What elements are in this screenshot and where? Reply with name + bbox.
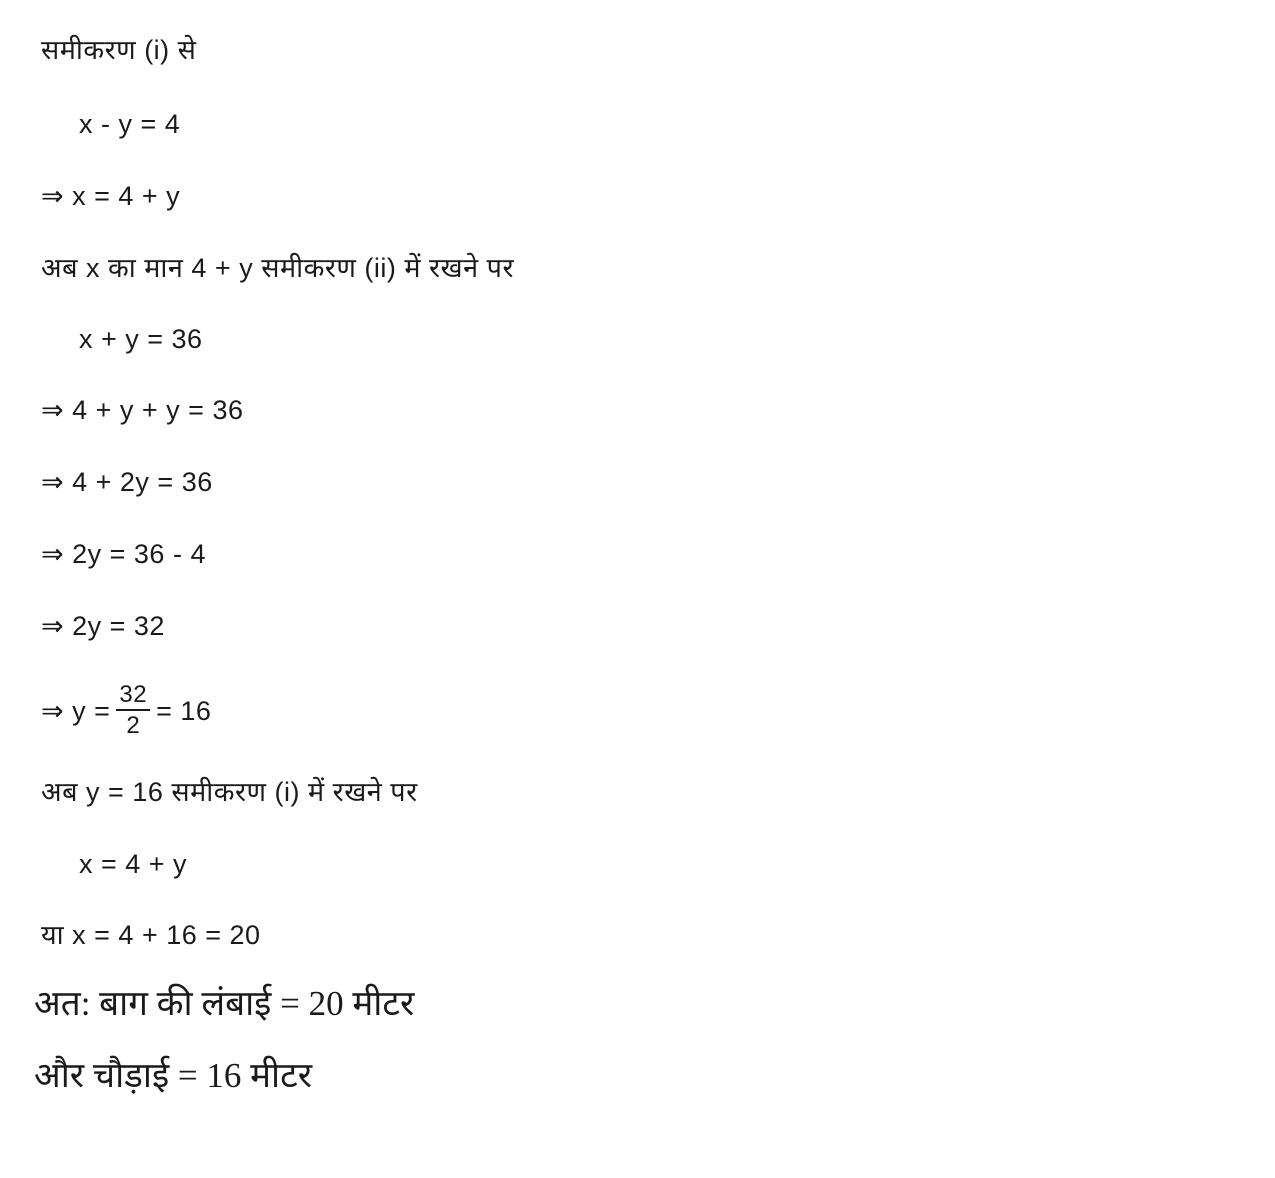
equation-step-4-plus-2y: ⇒ 4 + 2y = 36 <box>41 467 213 497</box>
equation-step-2y-32: ⇒ 2y = 32 <box>41 611 165 641</box>
equation-y-fraction <box>41 681 211 741</box>
equation-x-plus-y: x + y = 36 <box>79 324 203 354</box>
equation-x-equals-20: या x = 4 + 16 = 20 <box>41 920 261 950</box>
equation-step-substituted: ⇒ 4 + y + y = 36 <box>41 395 244 425</box>
substitution-note-ii: अब x का मान 4 + y समीकरण (ii) में रखने पर <box>41 253 515 283</box>
equation-x-equals-4-plus-y: ⇒ x = 4 + y <box>41 181 181 211</box>
equation-x-equals-4-plus-y-repeat: x = 4 + y <box>79 849 188 879</box>
fraction-suffix: = 16 <box>156 696 212 726</box>
equation-step-2y-36-minus-4: ⇒ 2y = 36 - 4 <box>41 539 206 569</box>
fraction-denominator: 2 <box>126 712 141 739</box>
answer-length: अत: बाग की लंबाई = 20 मीटर <box>34 984 415 1023</box>
step-from-equation-i: समीकरण (i) से <box>41 35 197 65</box>
equation-x-minus-y: x - y = 4 <box>79 109 181 139</box>
fraction-numerator: 32 <box>116 681 150 711</box>
substitution-note-i: अब y = 16 समीकरण (i) में रखने पर <box>41 777 418 807</box>
answer-width: और चौड़ाई = 16 मीटर <box>34 1056 313 1095</box>
fraction-prefix: ⇒ y = <box>41 696 111 726</box>
fraction <box>116 681 150 741</box>
